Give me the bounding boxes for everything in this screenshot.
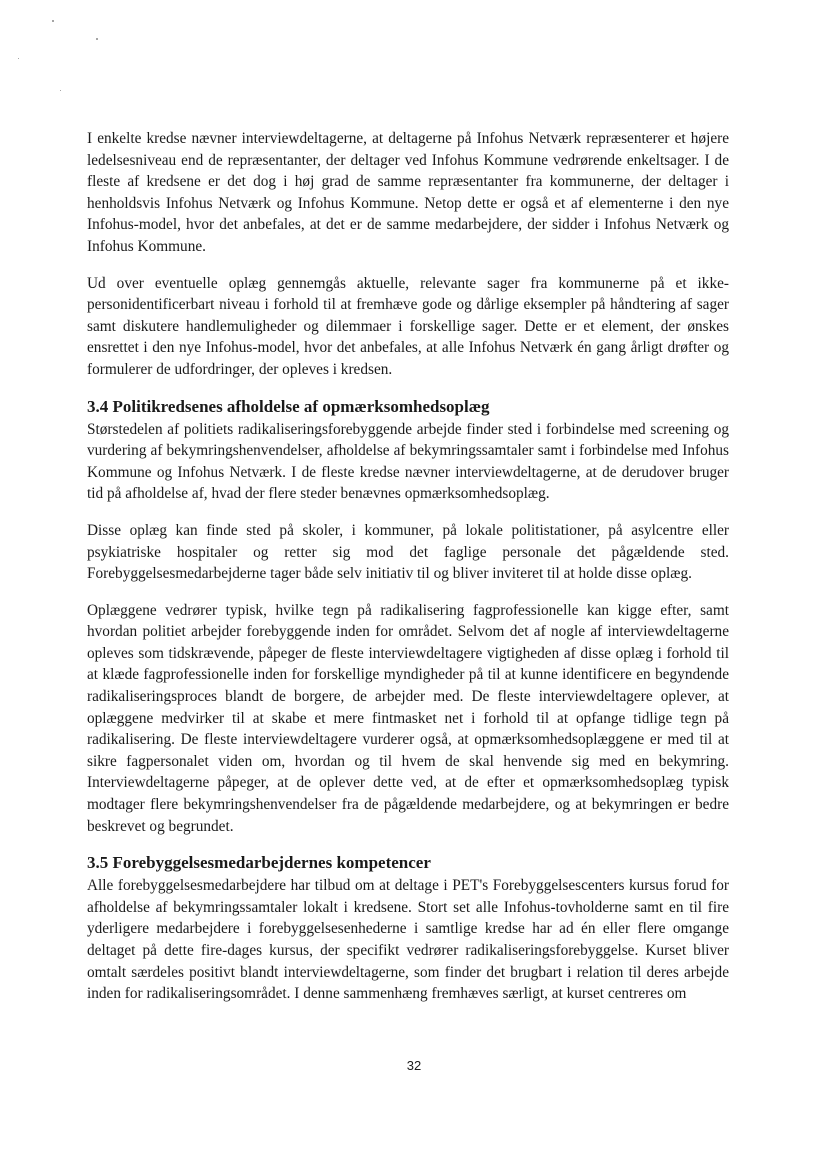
- scan-speck: [60, 90, 61, 91]
- page-number: 32: [406, 1058, 422, 1073]
- scan-speck: [52, 20, 54, 22]
- paragraph: Disse oplæg kan finde sted på skoler, i kommuner, på lokale politistationer, på asylcentre eller psykiatriske hospitaler og retter sig mod det faglige personale det pågældende sted. Forebyggelsesmedarbejderne tager både selv initiativ til og bliver inviteret til at holde disse oplæg.: [87, 521, 729, 583]
- scan-speck: [18, 58, 19, 59]
- section-heading: 3.4 Politikredsenes afholdelse af opmærksomhedsoplæg: [87, 396, 490, 416]
- scan-speck: [96, 38, 98, 40]
- page-body: [87, 128, 729, 1020]
- paragraph: Oplæggene vedrører typisk, hvilke tegn på radikalisering fagprofessionelle kan kigge efter, samt hvordan politiet arbejder forebyggende inden for området. Selvom det af nogle af interviewdeltagerne opleves som tidskrævende, påpeger de fleste interviewdeltagere vigtigheden af disse oplæg i forhold til at klæde fagprofessionelle inden for forskellige myndigheder på til at kunne identificere en begyndende radikaliseringsproces blandt de borgere, de arbejder med. De fleste interviewdeltagere oplever, at oplæggene medvirker til at skabe et mere fintmasket net i forhold til at opfange tidlige tegn på radikalisering. De fleste interviewdeltagere vurderer også, at opmærksomhedsoplæggene er med til at sikre fagpersonalet viden om, hvordan og til hvem de skal henvende sig med en bekymring. Interviewdeltagerne påpeger, at de oplever dette ved, at de efter et opmærksomhedsoplæg typisk modtager flere bekymringshenvendelser fra de pågældende medarbejdere, og at bekymringen er bedre beskrevet og begrundet.: [87, 601, 729, 835]
- section-heading: 3.5 Forebyggelsesmedarbejdernes kompetencer: [87, 853, 431, 873]
- paragraph: Størstedelen af politiets radikaliseringsforebyggende arbejde finder sted i forbindelse med screening og vurdering af bekymringshenvendelser, afholdelse af bekymringssamtaler samt i forbindelse med Infohus Kommune og Infohus Netværk. I de fleste kredse nævner interviewdeltagerne, at de derudover bruger tid på afholdelse af, hvad der flere steder benævnes opmærksomhedsoplæg.: [87, 420, 729, 503]
- paragraph: Alle forebyggelsesmedarbejdere har tilbud om at deltage i PET's Forebyggelsescenters kursus forud for afholdelse af bekymringssamtaler lokalt i kredsene. Stort set alle Infohus-tovholderne samt en til fire yderligere medarbejdere i forebyggelsesenhederne i samtlige kredse har ad én eller flere omgange deltaget på dette fire-dages kursus, der specifikt vedrører radikaliseringsforebyggelse. Kurset bliver omtalt særdeles positivt blandt interviewdeltagerne, som finder det brugbart i relation til deres arbejde inden for radikaliseringsområdet. I denne sammenhæng fremhæves særligt, at kurset centreres om: [87, 877, 729, 1003]
- paragraph: Ud over eventuelle oplæg gennemgås aktuelle, relevante sager fra kommunerne på et ikke-personidentificerbart niveau i forhold til at fremhæve gode og dårlige eksempler på håndtering af sager samt diskutere handlemuligheder og dilemmaer i forskellige sager. Dette er et element, der ønskes ensrettet i den nye Infohus-model, hvor det anbefales, at alle Infohus Netværk én gang årligt drøfter og formulerer de udfordringer, der opleves i kredsen.: [87, 274, 729, 378]
- paragraph: I enkelte kredse nævner interviewdeltagerne, at deltagerne på Infohus Netværk repræsenterer et højere ledelsesniveau end de repræsentanter, der deltager ved Infohus Kommune vedrørende enkeltsager. I de fleste af kredsene er det dog i høj grad de samme repræsentanter fra kommunerne, der deltager i henholdsvis Infohus Netværk og Infohus Kommune. Netop dette er også et af elementerne i den nye Infohus-model, hvor det anbefales, at det er de samme medarbejdere, der sidder i Infohus Netværk og Infohus Kommune.: [87, 130, 729, 255]
